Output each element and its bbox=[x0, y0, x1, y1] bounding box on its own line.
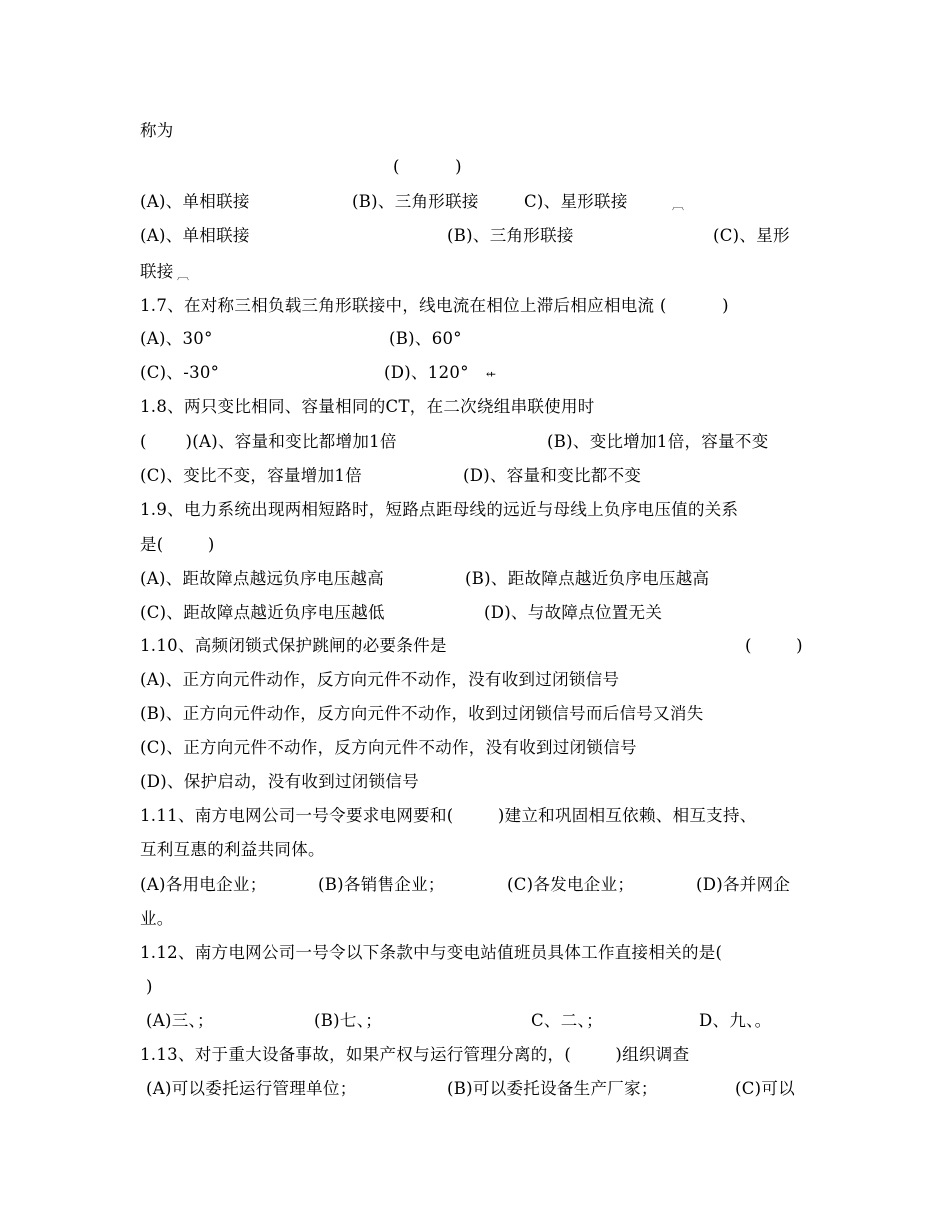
option-c: (C)、星形 bbox=[713, 226, 790, 245]
option-c: C、二、； bbox=[531, 1011, 603, 1030]
option-a: ( )(A)、容量和变比都增加1倍 bbox=[140, 432, 397, 451]
option-c: (C)、距故障点越近负序电压越低 bbox=[140, 603, 385, 622]
answer-blank: ( ) bbox=[745, 636, 803, 655]
option-a: (A)可以委托运行管理单位； bbox=[146, 1079, 357, 1098]
option-a: (A)、30° bbox=[140, 329, 213, 348]
option-b: (B)、距故障点越近负序电压越高 bbox=[465, 569, 710, 588]
option-d: (D)各并网企 bbox=[696, 875, 791, 894]
text-line: 业。 bbox=[140, 909, 174, 928]
option-d: (D)、保护启动，没有收到过闭锁信号 bbox=[140, 772, 420, 791]
mark-symbol: ⇷ bbox=[486, 367, 497, 381]
option-c: (C)各发电企业； bbox=[507, 875, 635, 894]
text-line: 互利互惠的利益共同体。 bbox=[140, 840, 325, 859]
question-1-12: 1.12、南方电网公司一号令以下条款中与变电站值班员具体工作直接相关的是( bbox=[140, 943, 723, 962]
option-b: (B)各销售企业； bbox=[318, 875, 445, 894]
option-c: (C)可以 bbox=[735, 1079, 795, 1098]
text-line: 联接 bbox=[140, 262, 174, 281]
option-c: (C)、正方向元件不动作，反方向元件不动作，没有收到过闭锁信号 bbox=[140, 738, 637, 757]
option-b: (B)七、； bbox=[314, 1011, 383, 1030]
question-1-7: 1.7、在对称三相负载三角形联接中，线电流在相位上滞后相应相电流 ( ) bbox=[140, 296, 729, 315]
question-1-11: 1.11、南方电网公司一号令要求电网要和( )建立和巩固相互依赖、相互支持、 bbox=[140, 806, 757, 825]
option-a: (A)、距故障点越远负序电压越高 bbox=[140, 569, 385, 588]
text-line: 称为 bbox=[140, 121, 174, 140]
option-d: (D)、120° bbox=[384, 363, 469, 382]
option-b: (B)、60° bbox=[389, 329, 462, 348]
option-a: (A)各用电企业； bbox=[140, 875, 267, 894]
option-b: (B)、三角形联接 bbox=[352, 192, 479, 211]
option-b: (B)可以委托设备生产厂家； bbox=[447, 1079, 658, 1098]
option-a: (A)、单相联接 bbox=[140, 192, 250, 211]
option-b: (B)、变比增加1倍，容量不变 bbox=[547, 432, 769, 451]
option-a: (A)、单相联接 bbox=[140, 226, 250, 245]
text-line: ) bbox=[146, 977, 153, 996]
answer-blank: ( ) bbox=[393, 157, 462, 176]
option-c: (C)、变比不变，容量增加1倍 bbox=[140, 466, 362, 485]
question-1-13: 1.13、对于重大设备事故，如果产权与运行管理分离的，( )组织调查 bbox=[140, 1045, 690, 1064]
question-1-8: 1.8、两只变比相同、容量相同的CT，在二次绕组串联使用时 bbox=[140, 397, 595, 416]
option-c: C)、星形联接 bbox=[524, 192, 628, 211]
option-a: (A)三、； bbox=[146, 1011, 214, 1030]
option-d: D、九、。 bbox=[699, 1011, 772, 1030]
option-c: (C)、-30° bbox=[140, 363, 220, 382]
option-b: (B)、三角形联接 bbox=[447, 226, 574, 245]
question-1-9: 1.9、电力系统出现两相短路时，短路点距母线的远近与母线上负序电压值的关系 bbox=[140, 500, 739, 519]
option-d: (D)、与故障点位置无关 bbox=[484, 603, 663, 622]
mark-symbol: ︹ bbox=[177, 268, 190, 282]
text-line: 是( ) bbox=[140, 535, 215, 554]
mark-symbol: ︹ bbox=[672, 198, 685, 212]
question-1-10: 1.10、高频闭锁式保护跳闸的必要条件是 bbox=[140, 636, 447, 655]
option-b: (B)、正方向元件动作，反方向元件不动作，收到过闭锁信号而后信号又消失 bbox=[140, 704, 704, 723]
option-a: (A)、正方向元件动作，反方向元件不动作，没有收到过闭锁信号 bbox=[140, 670, 620, 689]
option-d: (D)、容量和变比都不变 bbox=[463, 466, 642, 485]
